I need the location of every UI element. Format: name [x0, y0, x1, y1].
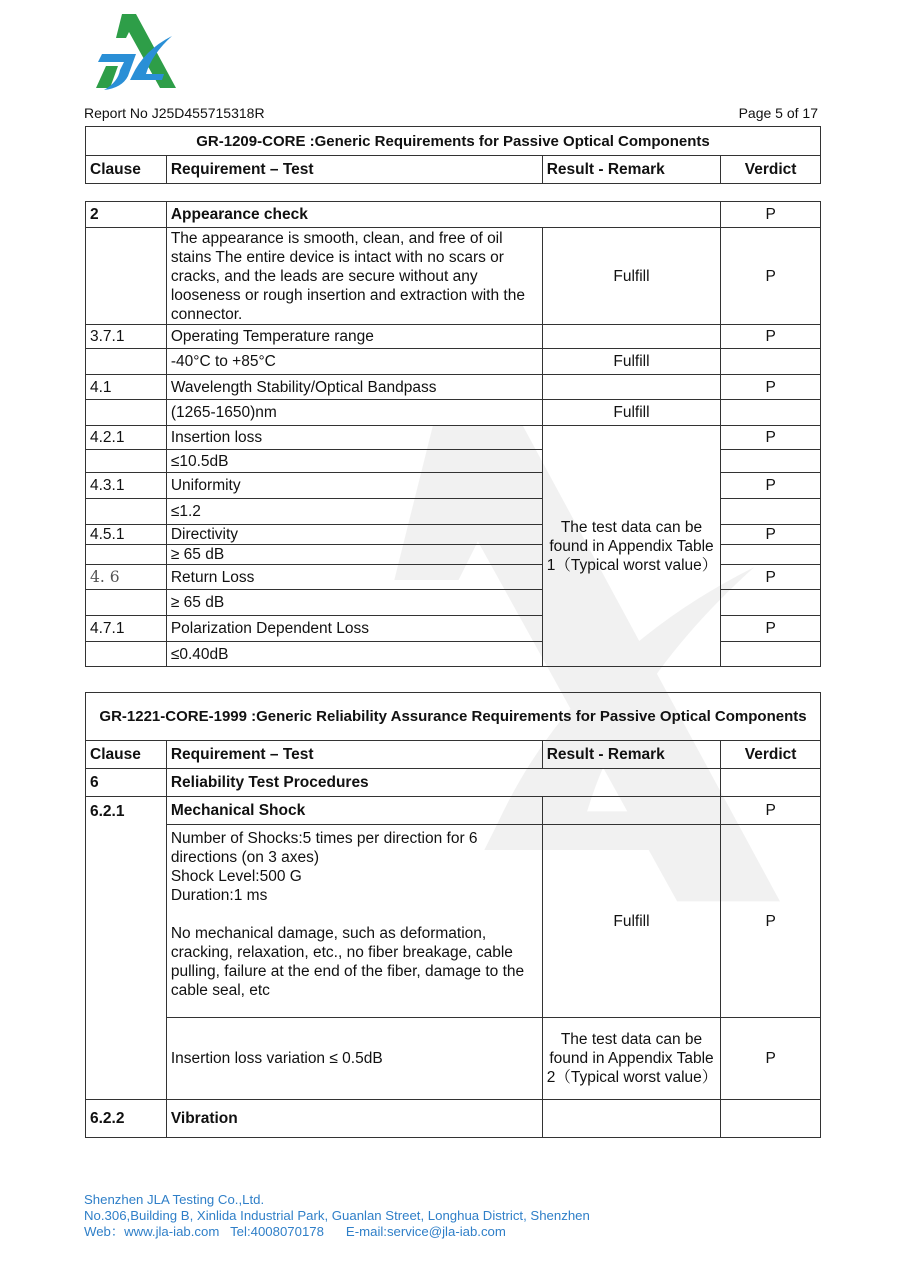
- column-header-verdict: Verdict: [721, 741, 821, 769]
- table-row: [86, 349, 821, 375]
- requirement-cell: Uniformity: [166, 473, 542, 499]
- requirement-cell: Return Loss: [166, 565, 542, 590]
- footer-contact: Web：www.jla-iab.com Tel:4008070178 E-mail:service@jla-iab.com: [84, 1224, 506, 1239]
- table-row: [86, 769, 821, 797]
- clause-cell: 2: [86, 202, 167, 228]
- requirement-cell: ≤10.5dB: [166, 450, 542, 473]
- clause-cell: 6: [86, 769, 167, 797]
- requirement-cell: ≤1.2: [166, 499, 542, 525]
- table-row: [86, 1100, 821, 1138]
- requirement-cell: ≥ 65 dB: [166, 545, 542, 565]
- result-cell: [542, 375, 720, 400]
- column-header-requirement: Requirement – Test: [166, 156, 542, 184]
- clause-cell: 4. 6: [86, 565, 167, 590]
- requirement-cell: The appearance is smooth, clean, and free of oil stains The entire device is intact with no scars or cracks, and the leads are secure without any looseness or rough insertion and extraction with the connector.: [166, 228, 542, 325]
- verdict-cell: [721, 590, 821, 616]
- clause-cell: [86, 228, 167, 325]
- page-number: Page 5 of 17: [738, 105, 818, 121]
- column-header-clause: Clause: [86, 741, 167, 769]
- verdict-cell: [721, 769, 821, 797]
- verdict-cell: [721, 400, 821, 426]
- shock-spec-line: Number of Shocks:5 times per direction for 6 directions (on 3 axes): [170, 830, 478, 866]
- jla-logo-icon: [92, 14, 176, 90]
- merged-result-cell: The test data can be found in Appendix Table 1（Typical worst value）: [542, 426, 720, 667]
- result-cell: [542, 325, 720, 349]
- requirement-cell: Mechanical Shock: [166, 797, 542, 825]
- result-cell: [542, 797, 720, 825]
- verdict-cell: P: [721, 1018, 821, 1100]
- table-title: GR-1221-CORE-1999 :Generic Reliability Assurance Requirements for Passive Optical Components: [86, 693, 821, 741]
- result-cell: Fulfill: [542, 825, 720, 1018]
- clause-cell: [86, 545, 167, 565]
- verdict-cell: P: [721, 525, 821, 545]
- requirement-cell: Polarization Dependent Loss: [166, 616, 542, 642]
- verdict-cell: P: [721, 616, 821, 642]
- clause-cell: 3.7.1: [86, 325, 167, 349]
- clause-cell: 4.7.1: [86, 616, 167, 642]
- footer-address: No.306,Building B, Xinlida Industrial Park, Guanlan Street, Longhua District, Shenzhen: [84, 1208, 590, 1223]
- shock-spec-line: No mechanical damage, such as deformation, cracking, relaxation, etc., no fiber breakage, cable pulling, failure at the end of the fiber, damage to the cable seal, etc: [170, 925, 525, 999]
- table-row: [86, 1018, 821, 1100]
- result-cell: [542, 1100, 720, 1138]
- verdict-cell: [721, 450, 821, 473]
- clause-cell: 4.1: [86, 375, 167, 400]
- verdict-cell: P: [721, 202, 821, 228]
- table-row: [86, 426, 821, 450]
- shock-spec-line: Duration:1 ms: [170, 887, 268, 904]
- result-cell: Fulfill: [542, 228, 720, 325]
- gr1209-results-table: [85, 201, 821, 667]
- verdict-cell: P: [721, 375, 821, 400]
- clause-cell: 4.3.1: [86, 473, 167, 499]
- table-row: [86, 228, 821, 325]
- requirement-cell: Operating Temperature range: [166, 325, 542, 349]
- column-header-clause: Clause: [86, 156, 167, 184]
- column-header-result: Result - Remark: [542, 156, 720, 184]
- clause-cell: 6.2.1: [86, 797, 167, 1100]
- clause-cell: 4.5.1: [86, 525, 167, 545]
- verdict-cell: [721, 349, 821, 375]
- table-title: GR-1209-CORE :Generic Requirements for Passive Optical Components: [86, 127, 821, 156]
- table-row: [86, 375, 821, 400]
- gr1209-header-table: [85, 126, 821, 184]
- requirement-cell: (1265-1650)nm: [166, 400, 542, 426]
- requirement-cell: Wavelength Stability/Optical Bandpass: [166, 375, 542, 400]
- verdict-cell: P: [721, 426, 821, 450]
- requirement-cell: -40°C to +85°C: [166, 349, 542, 375]
- clause-cell: [86, 349, 167, 375]
- requirement-cell: Appearance check: [166, 202, 720, 228]
- requirement-cell: Directivity: [166, 525, 542, 545]
- result-cell: Fulfill: [542, 400, 720, 426]
- column-header-result: Result - Remark: [542, 741, 720, 769]
- verdict-cell: P: [721, 825, 821, 1018]
- requirement-cell: Insertion loss variation ≤ 0.5dB: [166, 1018, 542, 1100]
- table-row: [86, 325, 821, 349]
- footer-company: Shenzhen JLA Testing Co.,Ltd.: [84, 1192, 265, 1207]
- verdict-cell: P: [721, 228, 821, 325]
- result-cell: The test data can be found in Appendix Table 2（Typical worst value）: [542, 1018, 720, 1100]
- column-header-verdict: Verdict: [721, 156, 821, 184]
- verdict-cell: [721, 545, 821, 565]
- verdict-cell: P: [721, 473, 821, 499]
- clause-cell: [86, 400, 167, 426]
- requirement-cell: ≥ 65 dB: [166, 590, 542, 616]
- verdict-cell: [721, 1100, 821, 1138]
- clause-cell: 6.2.2: [86, 1100, 167, 1138]
- requirement-cell: ≤0.40dB: [166, 642, 542, 667]
- column-header-requirement: Requirement – Test: [166, 741, 542, 769]
- page-footer: [84, 1192, 590, 1240]
- clause-cell: [86, 499, 167, 525]
- verdict-cell: [721, 499, 821, 525]
- clause-cell: [86, 590, 167, 616]
- report-number: Report No J25D455715318R: [84, 105, 265, 121]
- verdict-cell: P: [721, 797, 821, 825]
- table-row: [86, 202, 821, 228]
- verdict-cell: P: [721, 565, 821, 590]
- table-row: [86, 825, 821, 1018]
- clause-cell: 4.2.1: [86, 426, 167, 450]
- result-cell: Fulfill: [542, 349, 720, 375]
- requirement-cell: Vibration: [166, 1100, 542, 1138]
- requirement-cell: Reliability Test Procedures: [166, 769, 720, 797]
- shock-spec-line: Shock Level:500 G: [170, 868, 302, 885]
- table-row: [86, 400, 821, 426]
- clause-cell: [86, 642, 167, 667]
- requirement-cell: Insertion loss: [166, 426, 542, 450]
- table-row: [86, 797, 821, 825]
- clause-cell: [86, 450, 167, 473]
- requirement-cell: [166, 825, 542, 1018]
- verdict-cell: [721, 642, 821, 667]
- gr1221-results-table: [85, 692, 821, 1138]
- verdict-cell: P: [721, 325, 821, 349]
